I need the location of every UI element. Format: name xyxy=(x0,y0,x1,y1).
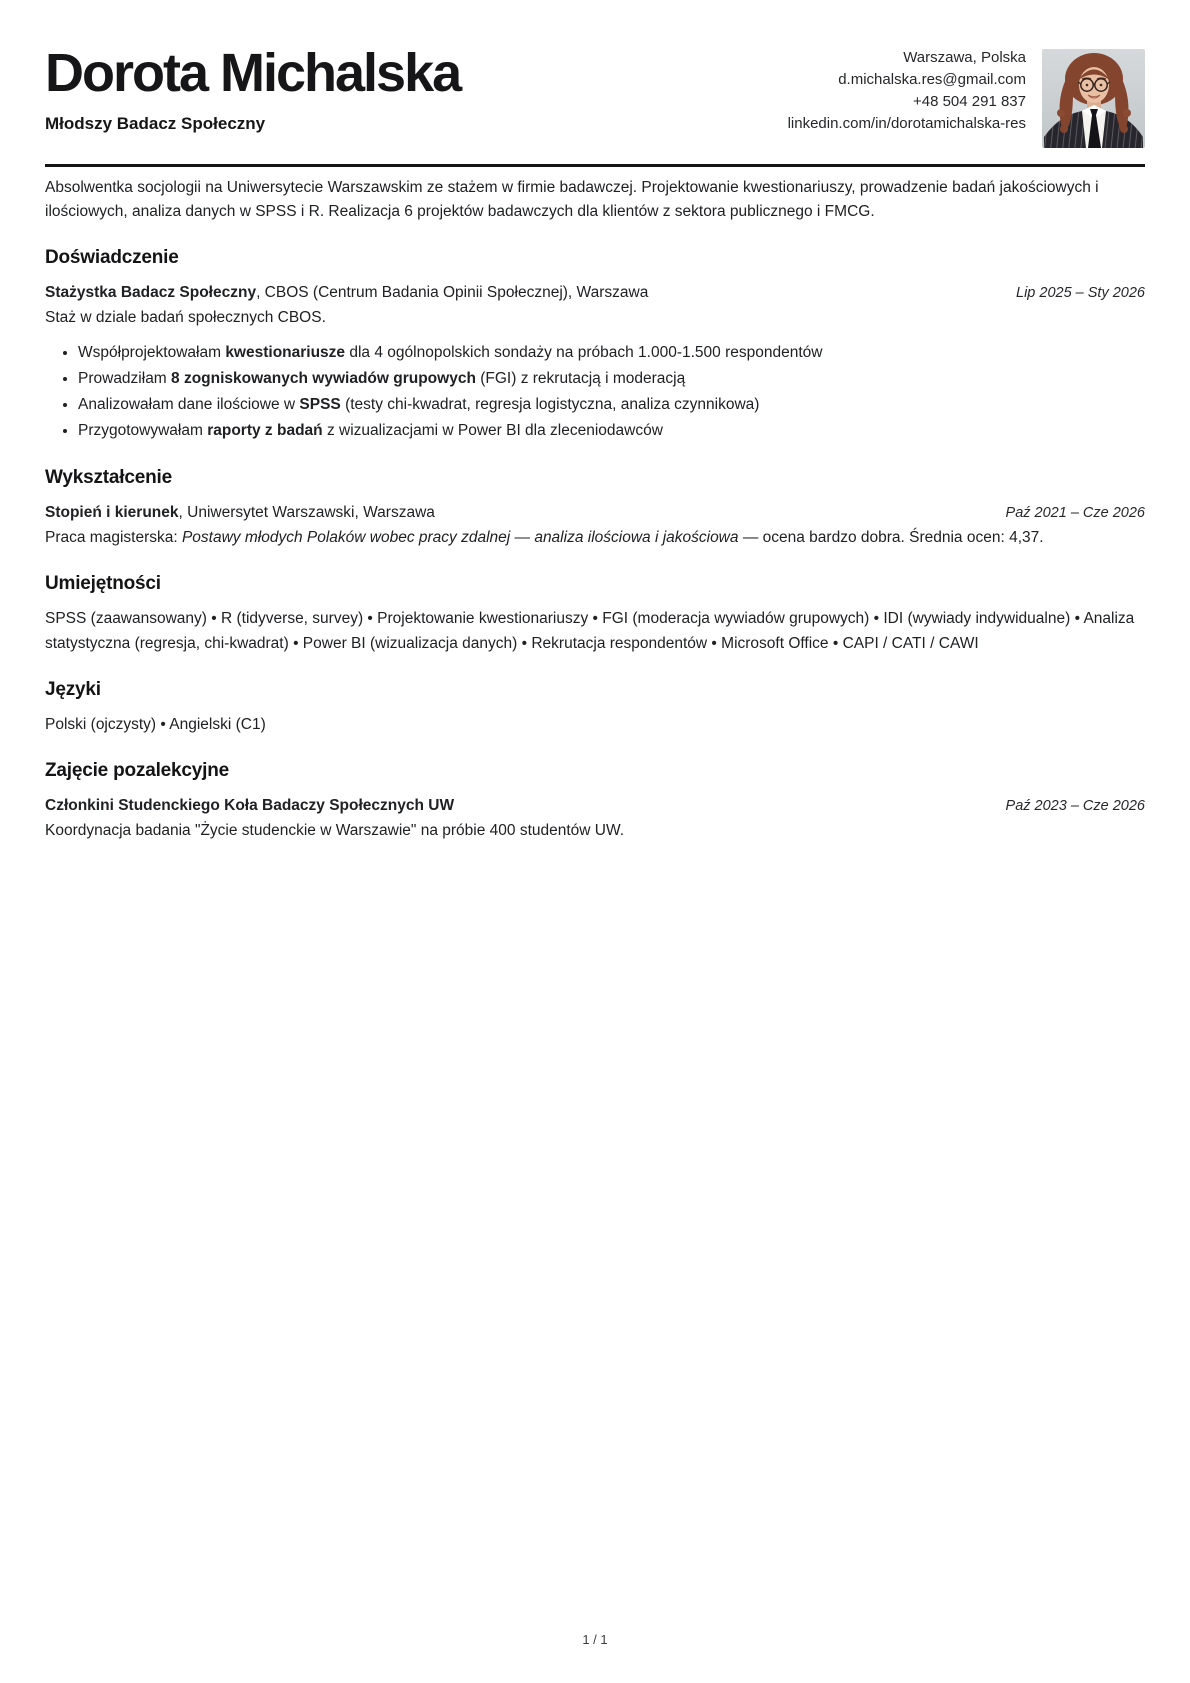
experience-entry-header xyxy=(45,280,1145,305)
extracurricular-entry-header xyxy=(45,793,1145,818)
skills-text: SPSS (zaawansowany) • R (tidyverse, survey) • Projektowanie kwestionariuszy • FGI (moderacja wywiadów grupowych) • IDI (wywiady indywidualne) • Analiza statystyczna (regresja, chi-kwadrat) • Power BI (wizualizacja danych) • Rekrutacja respondentów • Microsoft Office • CAPI / CATI / CAWI xyxy=(45,610,1135,652)
extracurricular-entry-date: Paź 2023 – Cze 2026 xyxy=(1005,798,1145,814)
experience-entry xyxy=(45,280,1145,444)
header-contact-area xyxy=(788,44,1145,148)
section-heading-experience: Doświadczenie xyxy=(45,247,179,268)
experience-bullet: • Przygotowywałam raporty z badań z wizualizacjami w Power BI dla zleceniodawców xyxy=(78,418,1145,444)
contact-location: Warszawa, Polska xyxy=(903,49,1026,66)
header-identity xyxy=(45,44,460,134)
experience-bullet: • Współprojektowałam kwestionariusze dla 4 ogólnopolskich sondaży na próbach 1.000-1.500 respondentów xyxy=(78,340,1145,366)
experience-entry-title: Stażystka Badacz Społeczny, CBOS (Centrum Badania Opinii Społecznej), Warszawa xyxy=(45,284,649,301)
contact-phone: +48 504 291 837 xyxy=(912,93,1026,110)
extracurricular-entry xyxy=(45,793,1145,843)
experience-bullet-list xyxy=(45,340,1145,444)
profile-photo xyxy=(1042,49,1145,148)
header xyxy=(45,44,1145,148)
section-heading-extracurricular: Zajęcie pozalekcyjne xyxy=(45,760,229,781)
section-heading-skills: Umiejętności xyxy=(45,573,161,594)
experience-entry-date: Lip 2025 – Sty 2026 xyxy=(1016,285,1145,301)
page-number: 1 / 1 xyxy=(582,1632,608,1647)
section-heading-languages: Języki xyxy=(45,679,101,700)
education-entry-header xyxy=(45,500,1145,525)
languages-text: Polski (ojczysty) • Angielski (C1) xyxy=(45,716,266,733)
experience-bullet: • Prowadziłam 8 zogniskowanych wywiadów grupowych (FGI) z rekrutacją i moderacją xyxy=(78,366,1145,392)
section-heading-education: Wykształcenie xyxy=(45,467,172,488)
contact-linkedin: linkedin.com/in/dorotamichalska-res xyxy=(787,115,1026,132)
education-entry-title: Stopień i kierunek, Uniwersytet Warszawski, Warszawa xyxy=(45,504,435,521)
extracurricular-description: Koordynacja badania "Życie studenckie w Warszawie" na próbie 400 studentów UW. xyxy=(45,822,625,839)
education-entry-date: Paź 2021 – Cze 2026 xyxy=(1005,505,1145,521)
section-languages xyxy=(45,679,1145,737)
section-extracurricular xyxy=(45,760,1145,843)
person-name: Dorota Michalska xyxy=(45,43,461,103)
section-skills xyxy=(45,573,1145,656)
extracurricular-entry-title: Członkini Studenckiego Koła Badaczy Społecznych UW xyxy=(45,797,455,814)
section-education xyxy=(45,467,1145,550)
contact-email: d.michalska.res@gmail.com xyxy=(838,71,1026,88)
education-thesis-line: Praca magisterska: Postawy młodych Polaków wobec pracy zdalnej — analiza ilościowa i jakościowa — ocena bardzo dobra. Średnia ocen: 4,37. xyxy=(45,529,1044,546)
job-title: Młodszy Badacz Społeczny xyxy=(45,114,266,134)
experience-bullet: • Analizowałam dane ilościowe w SPSS (testy chi-kwadrat, regresja logistyczna, analiza czynnikowa) xyxy=(78,392,1145,418)
summary-text: Absolwentka socjologii na Uniwersytecie Warszawskim ze stażem w firmie badawczej. Projektowanie kwestionariuszy, prowadzenie badań jakościowych i ilościowych, analiza danych w SPSS i R. Realizacja 6 projektów badawczych dla klientów z sektora publicznego i FMCG. xyxy=(45,179,1099,220)
section-experience xyxy=(45,247,1145,444)
experience-entry-subtitle: Staż w dziale badań społecznych CBOS. xyxy=(45,309,326,326)
contact-block xyxy=(788,44,1026,135)
education-entry xyxy=(45,500,1145,550)
header-divider xyxy=(45,164,1145,167)
